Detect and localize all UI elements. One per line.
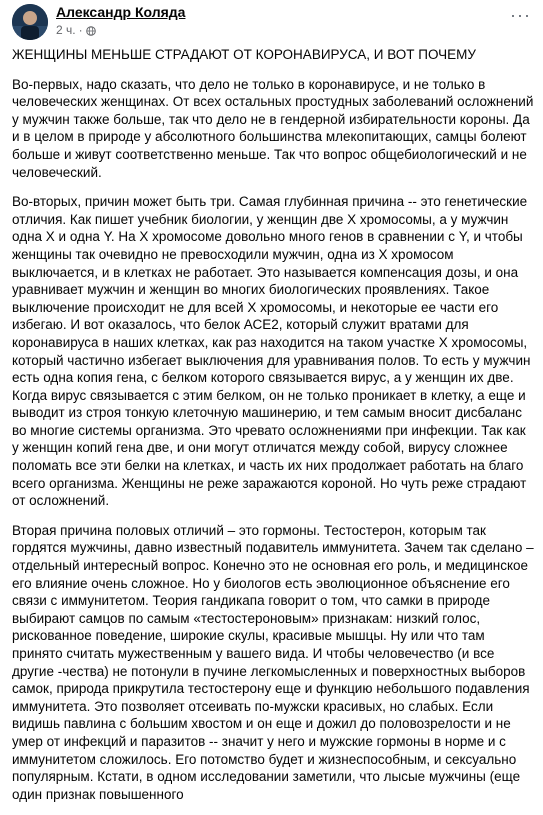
more-options-icon[interactable]: ··· [510, 5, 531, 25]
post-paragraph-2: Во-вторых, причин может быть три. Самая глубинная причина -- это генетические отличия. Как пишет учебник биологии, у женщин две Х хромосомы, а у мужчин одна Х и одна Y. На Х хромосоме довольно много генов в сравнении с Y, и чтобы женщины так очевидно не превосходили мужчин, одна из Х хромосом выключается, и в клетках не работает. Это называется компенсация дозы, и она уравнивает мужчин и женщин во многих биологических проявлениях. Такое выключение происходит не для всей Х хромосомы, и некоторые ее части его избегаю. И вот оказалось, что белок АСЕ2, который служит вратами для коронавируса в наших клетках, как раз находится на таком участке Х хромосомы, который частично избегает выключения для уравнивания полов. То есть у мужчин есть одна копия гена, с белком которого связывается вирус, а у женщин их две. Когда вирус связывается с этим белком, он не только проникает в клетку, а еще и выводит из строя тонкую клеточную машинерию, и тем самым вносит дисбаланс во многие системы организма. Это чревато осложнениями при инфекции. Так как у женщин копий гена две, и они могут отличатся между собой, вирусу сложнее поломать все эти белки на клетках, и часть их них продолжает работать на благо всего организма. Женщины не реже заражаются короной. Но чуть реже страдают от осложнений. [12, 194, 531, 509]
post-paragraph-1: Во-первых, надо сказать, что дело не только в коронавирусе, и не только в человеческих женщинах. От всех остальных простудных заболеваний осложнений у мужчин также больше, так что дело не в гендерной избирательности короны. Да и в целом в природе у абсолютного большинства млекопитающих, самцы болеют больше и живут соответственно меньше. Так что вопрос общебиологический и не человеческий. [12, 76, 534, 180]
post-header [0, 0, 543, 38]
author-name-link[interactable]: Александр Коляда [56, 4, 186, 20]
post-time[interactable]: 2 ч. [56, 23, 76, 37]
avatar[interactable] [12, 4, 48, 40]
post-title: ЖЕНЩИНЫ МЕНЬШЕ СТРАДАЮТ ОТ КОРОНАВИРУСА, И ВОТ ПОЧЕМУ [12, 47, 477, 62]
globe-icon [86, 25, 96, 35]
post-paragraph-3: Вторая причина половых отличий – это гормоны. Тестостерон, которым так гордятся мужчины, давно известный подавитель иммунитета. Зачем так сделано – отдельный интересный вопрос. Конечно это не основная его роль, и медицинское его влияние очень сложное. Но у биологов есть эволюционное объяснение его связи с иммунитетом. Теория гандикапа говорит о том, что самки в природе выбирают самцов по самым «тестостероновым» признакам: низкий голос, рискованное поведение, широкие скулы, красивые мышцы. Ну или что там принято считать мужественным у вашего вида. И чтобы человечество (и все другие -чества) не потонули в пучине легкомысленных и поверхностных выборов самок, природа прикрутила тестостерону еще и функцию небольшого подавления иммунитета. Это позволяет отсеивать по-мужски красивых, но слабых. Если видишь павлина с большим хвостом и он еще и дожил до половозрелости и не умер от инфекций и паразитов -- значит у него и мужские гормоны в норме и с иммунитетом сложилось. Его потомство будет и жизнеспособным, и сексуально популярным. Кстати, в одном исследовании заметили, что лысые мужчины (еще один признак повышенного [12, 522, 534, 802]
post-body [12, 46, 534, 815]
post-meta: 2 ч. · [56, 23, 96, 37]
